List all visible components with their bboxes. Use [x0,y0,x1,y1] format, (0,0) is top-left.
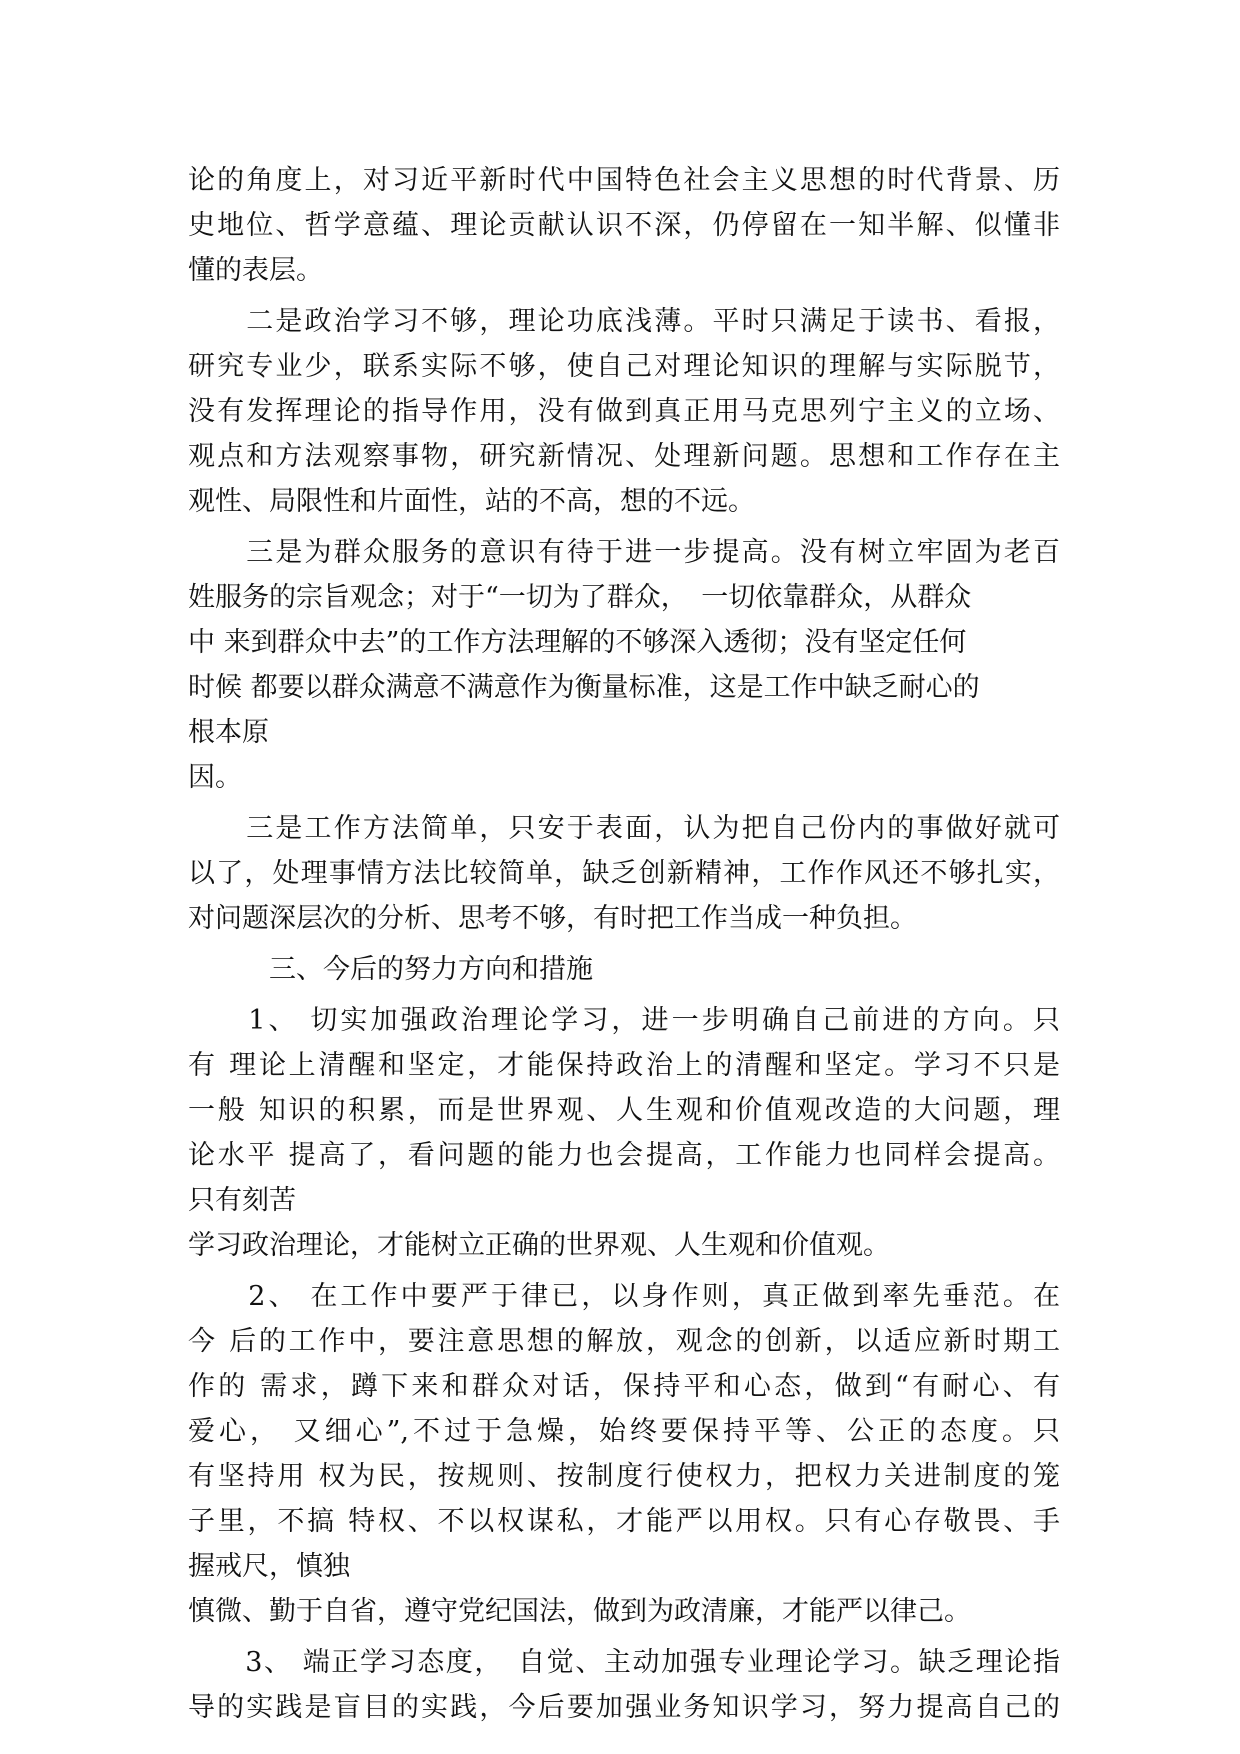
text-line: 观点和方法观察事物，研究新情况、处理新问题。思想和工作存在主 [188,441,1060,472]
text-line: 导的实践是盲目的实践，今后要加强业务知识学习，努力提高自己的 [188,1692,1060,1723]
text-line: 慎微、勤于自省，遵守党纪国法，做到为政清廉，才能严以律己。 [188,1596,971,1627]
text-line: 握戒尺，慎独 [188,1551,350,1582]
text-line: 对问题深层次的分析、思考不够，有时把工作当成一种负担。 [188,903,917,934]
text-line: 三、今后的努力方向和措施 [188,954,593,985]
text-line: 没有发挥理论的指导作用，没有做到真正用马克思列宁主义的立场、 [188,396,1060,427]
paragraph [188,530,1060,800]
paragraph [188,806,1060,941]
text-line: 子里，不搞 特权、不以权谋私，才能严以用权。只有心存敬畏、手 [188,1506,1060,1537]
text-line: 1、 切实加强政治理论学习，进一步明确自己前进的方向。只 [188,1005,1060,1036]
paragraph [188,1640,1060,1730]
text-line: 一般 知识的积累，而是世界观、人生观和价值观改造的大问题，理 [188,1095,1060,1126]
text-line: 三是为群众服务的意识有待于进一步提高。没有树立牢固为老百 [188,537,1060,568]
text-line: 二是政治学习不够，理论功底浅薄。平时只满足于读书、看报， [188,306,1060,337]
text-line: 观性、局限性和片面性，站的不高，想的不远。 [188,486,755,517]
text-line: 以了，处理事情方法比较简单，缺乏创新精神，工作作风还不够扎实， [188,858,1060,889]
text-line: 只有刻苦 [188,1185,296,1216]
text-line: 懂的表层。 [188,255,323,286]
text-line: 有坚持用 权为民，按规则、按制度行使权力，把权力关进制度的笼 [188,1461,1060,1492]
paragraph [188,1274,1060,1634]
paragraph [188,299,1060,524]
text-line: 有 理论上清醒和坚定，才能保持政治上的清醒和坚定。学习不只是 [188,1050,1060,1081]
text-line: 根本原 [188,717,269,748]
text-line: 今 后的工作中，要注意思想的解放，观念的创新，以适应新时期工 [188,1326,1060,1357]
paragraph [188,998,1060,1268]
text-line: 论的角度上，对习近平新时代中国特色社会主义思想的时代背景、历 [188,165,1060,196]
section-heading [188,947,1060,992]
text-line: 时候 都要以群众满意不满意作为衡量标准，这是工作中缺乏耐心的 [188,672,980,703]
text-line: 史地位、哲学意蕴、理论贡献认识不深，仍停留在一知半解、似懂非 [188,210,1060,241]
text-line: 论水平 提高了，看问题的能力也会提高，工作能力也同样会提高。 [188,1140,1060,1171]
text-line: 学习政治理论，才能树立正确的世界观、人生观和价值观。 [188,1230,890,1261]
document-body [188,158,1060,1730]
paragraph [188,158,1060,293]
text-line: 作的 需求，蹲下来和群众对话，保持平和心态，做到“有耐心、有 [188,1371,1060,1402]
text-line: 3、 端正学习态度， 自觉、主动加强专业理论学习。缺乏理论指 [188,1647,1060,1678]
text-line: 因。 [188,762,242,793]
text-line: 爱心， 又细心”,不过于急燥，始终要保持平等、公正的态度。只 [188,1416,1060,1447]
text-line: 三是工作方法简单，只安于表面，认为把自己份内的事做好就可 [188,813,1060,844]
text-line: 2、 在工作中要严于律已，以身作则，真正做到率先垂范。在 [188,1281,1060,1312]
text-line: 姓服务的宗旨观念；对于“一切为了群众， 一切依靠群众，从群众 [188,582,972,613]
text-line: 研究专业少，联系实际不够，使自己对理论知识的理解与实际脱节， [188,351,1060,382]
text-line: 中 来到群众中去”的工作方法理解的不够深入透彻；没有坚定任何 [188,627,967,658]
